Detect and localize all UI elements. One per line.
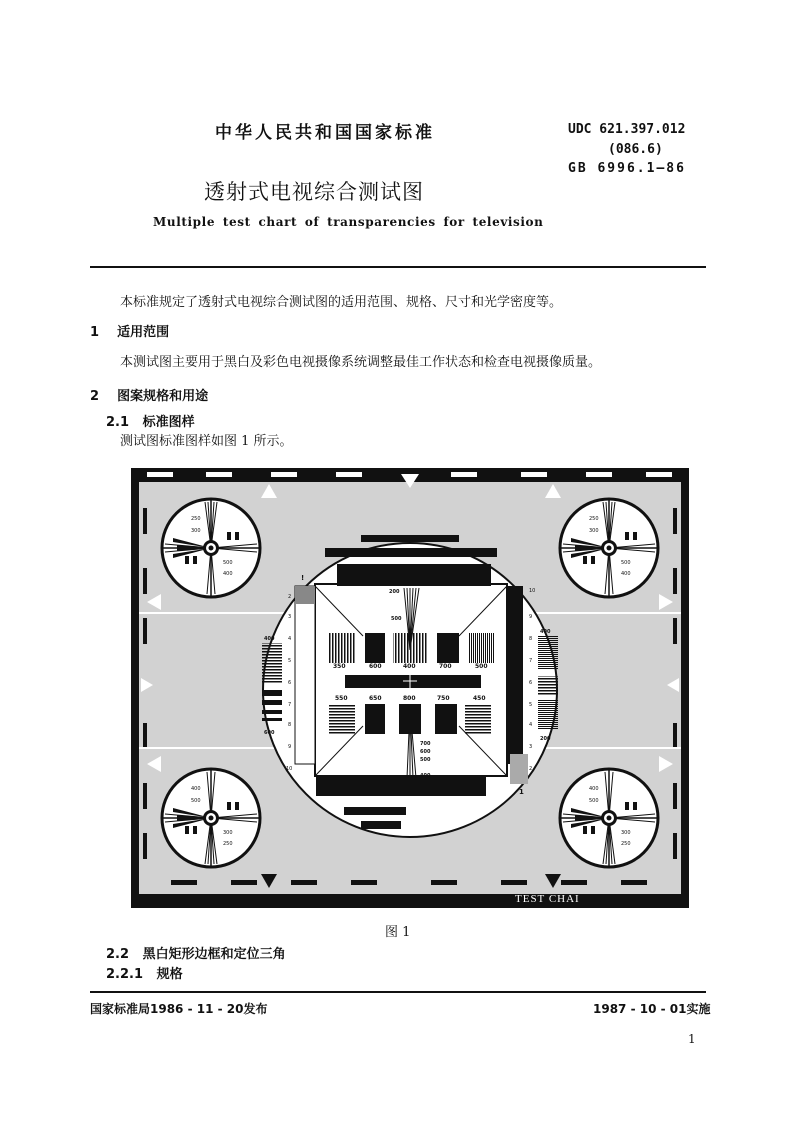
svg-text:5: 5 (288, 658, 292, 664)
svg-text:2: 2 (529, 766, 533, 772)
circle-label-400: 400 (589, 786, 599, 792)
intro-paragraph: 本标准规定了透射式电视综合测试图的适用范围、规格、尺寸和光学密度等。 (120, 295, 563, 310)
circle-label-500: 500 (621, 560, 631, 566)
corner-circle-bottom-right (560, 769, 658, 867)
section-2-2-title: 黑白矩形边框和定位三角 (142, 947, 286, 962)
side-label-600: 600 (264, 730, 275, 736)
section-2-1-number: 2.1 (106, 415, 130, 430)
svg-text:3: 3 (288, 614, 292, 620)
side-label-400: 400 (264, 636, 275, 642)
udc-subcode: (086.6) (608, 142, 663, 157)
circle-label-250: 250 (589, 516, 599, 522)
svg-text:9: 9 (529, 614, 533, 620)
fan-label-700: 700 (420, 741, 431, 747)
fan-label-500b: 500 (420, 757, 431, 763)
header-rule (90, 266, 706, 268)
svg-text:8: 8 (529, 636, 533, 642)
svg-text:4: 4 (529, 722, 533, 728)
side-label-400-right: 400 (540, 629, 551, 635)
bar-label-400: 400 (403, 663, 416, 670)
bar-label-700: 700 (439, 663, 452, 670)
svg-text:7: 7 (529, 658, 533, 664)
circle-label-250: 250 (223, 841, 233, 847)
effective-date: 1987 - 10 - 01实施 (593, 1002, 711, 1016)
svg-text:7: 7 (288, 702, 292, 708)
section-2-2-1-heading (106, 963, 183, 982)
document-title-en: Multiple test chart of transparencies for television (153, 215, 544, 229)
section-2-number: 2 (90, 389, 100, 404)
issued-date: 国家标准局1986 - 11 - 20发布 (90, 1002, 268, 1016)
svg-text:6: 6 (288, 680, 292, 686)
circle-label-300: 300 (589, 528, 599, 534)
figure-caption: 图 1 (385, 925, 411, 940)
section-1-heading (90, 321, 169, 340)
circle-label-500: 500 (223, 560, 233, 566)
mark-exclaim: ! (301, 574, 305, 582)
document-title: 透射式电视综合测试图 (204, 180, 424, 204)
circle-label-300: 300 (621, 830, 631, 836)
fan-label-600: 600 (420, 749, 431, 755)
section-2-1-body: 测试图标准图样如图 1 所示。 (120, 434, 293, 449)
fan-label-200: 200 (389, 589, 400, 595)
circle-label-250: 250 (191, 516, 201, 522)
bar-label-350: 350 (333, 663, 346, 670)
section-1-number: 1 (90, 325, 100, 340)
circle-label-250: 250 (621, 841, 631, 847)
circle-label-400: 400 (621, 571, 631, 577)
standard-org: 中华人民共和国国家标准 (215, 123, 435, 143)
bar-label-450: 450 (473, 695, 486, 702)
svg-text:4: 4 (288, 636, 292, 642)
udc-code: UDC 621.397.012 (568, 122, 686, 137)
chart-corner-text: TEST CHAI (515, 893, 580, 905)
bar-label-750: 750 (437, 695, 450, 702)
section-1-title: 适用范围 (117, 325, 170, 340)
svg-text:6: 6 (529, 680, 533, 686)
bar-label-650: 650 (369, 695, 382, 702)
bar-label-600: 600 (369, 663, 382, 670)
section-2-2-heading (106, 943, 286, 962)
circle-label-400: 400 (223, 571, 233, 577)
section-2-2-number: 2.2 (106, 947, 130, 962)
mark-one: 1 (519, 788, 524, 796)
bar-label-800: 800 (403, 695, 416, 702)
svg-text:8: 8 (288, 722, 292, 728)
side-label-200: 200 (540, 736, 551, 742)
circle-label-300: 300 (223, 830, 233, 836)
corner-circle-bottom-left (162, 769, 260, 867)
svg-text:10: 10 (286, 766, 293, 772)
section-2-1-title: 标准图样 (142, 415, 195, 430)
circle-label-300: 300 (191, 528, 201, 534)
section-2-2-1-title: 规格 (156, 967, 183, 982)
circle-label-500: 500 (191, 798, 201, 804)
section-2-2-1-number: 2.2.1 (106, 967, 144, 982)
fan-label-500: 500 (391, 616, 402, 622)
fan-label-400: 400 (420, 773, 431, 779)
section-2-heading (90, 385, 208, 404)
page-number: 1 (688, 1032, 696, 1046)
svg-text:10: 10 (529, 588, 536, 594)
section-2-1-heading (106, 411, 195, 430)
corner-circle-top-left (162, 499, 260, 597)
section-2-title: 图案规格和用途 (117, 389, 209, 404)
svg-text:3: 3 (529, 744, 533, 750)
section-1-body: 本测试图主要用于黑白及彩色电视摄像系统调整最佳工作状态和检查电视摄像质量。 (120, 355, 602, 370)
circle-label-400: 400 (191, 786, 201, 792)
corner-circle-top-right (560, 499, 658, 597)
svg-text:2: 2 (288, 594, 292, 600)
bar-label-500: 500 (475, 663, 488, 670)
bar-label-550: 550 (335, 695, 348, 702)
svg-text:5: 5 (529, 702, 533, 708)
test-chart-figure (131, 468, 689, 908)
circle-label-500: 500 (589, 798, 599, 804)
gb-code: GB 6996.1—86 (568, 161, 686, 176)
svg-text:9: 9 (288, 744, 292, 750)
footer-rule (90, 991, 706, 993)
